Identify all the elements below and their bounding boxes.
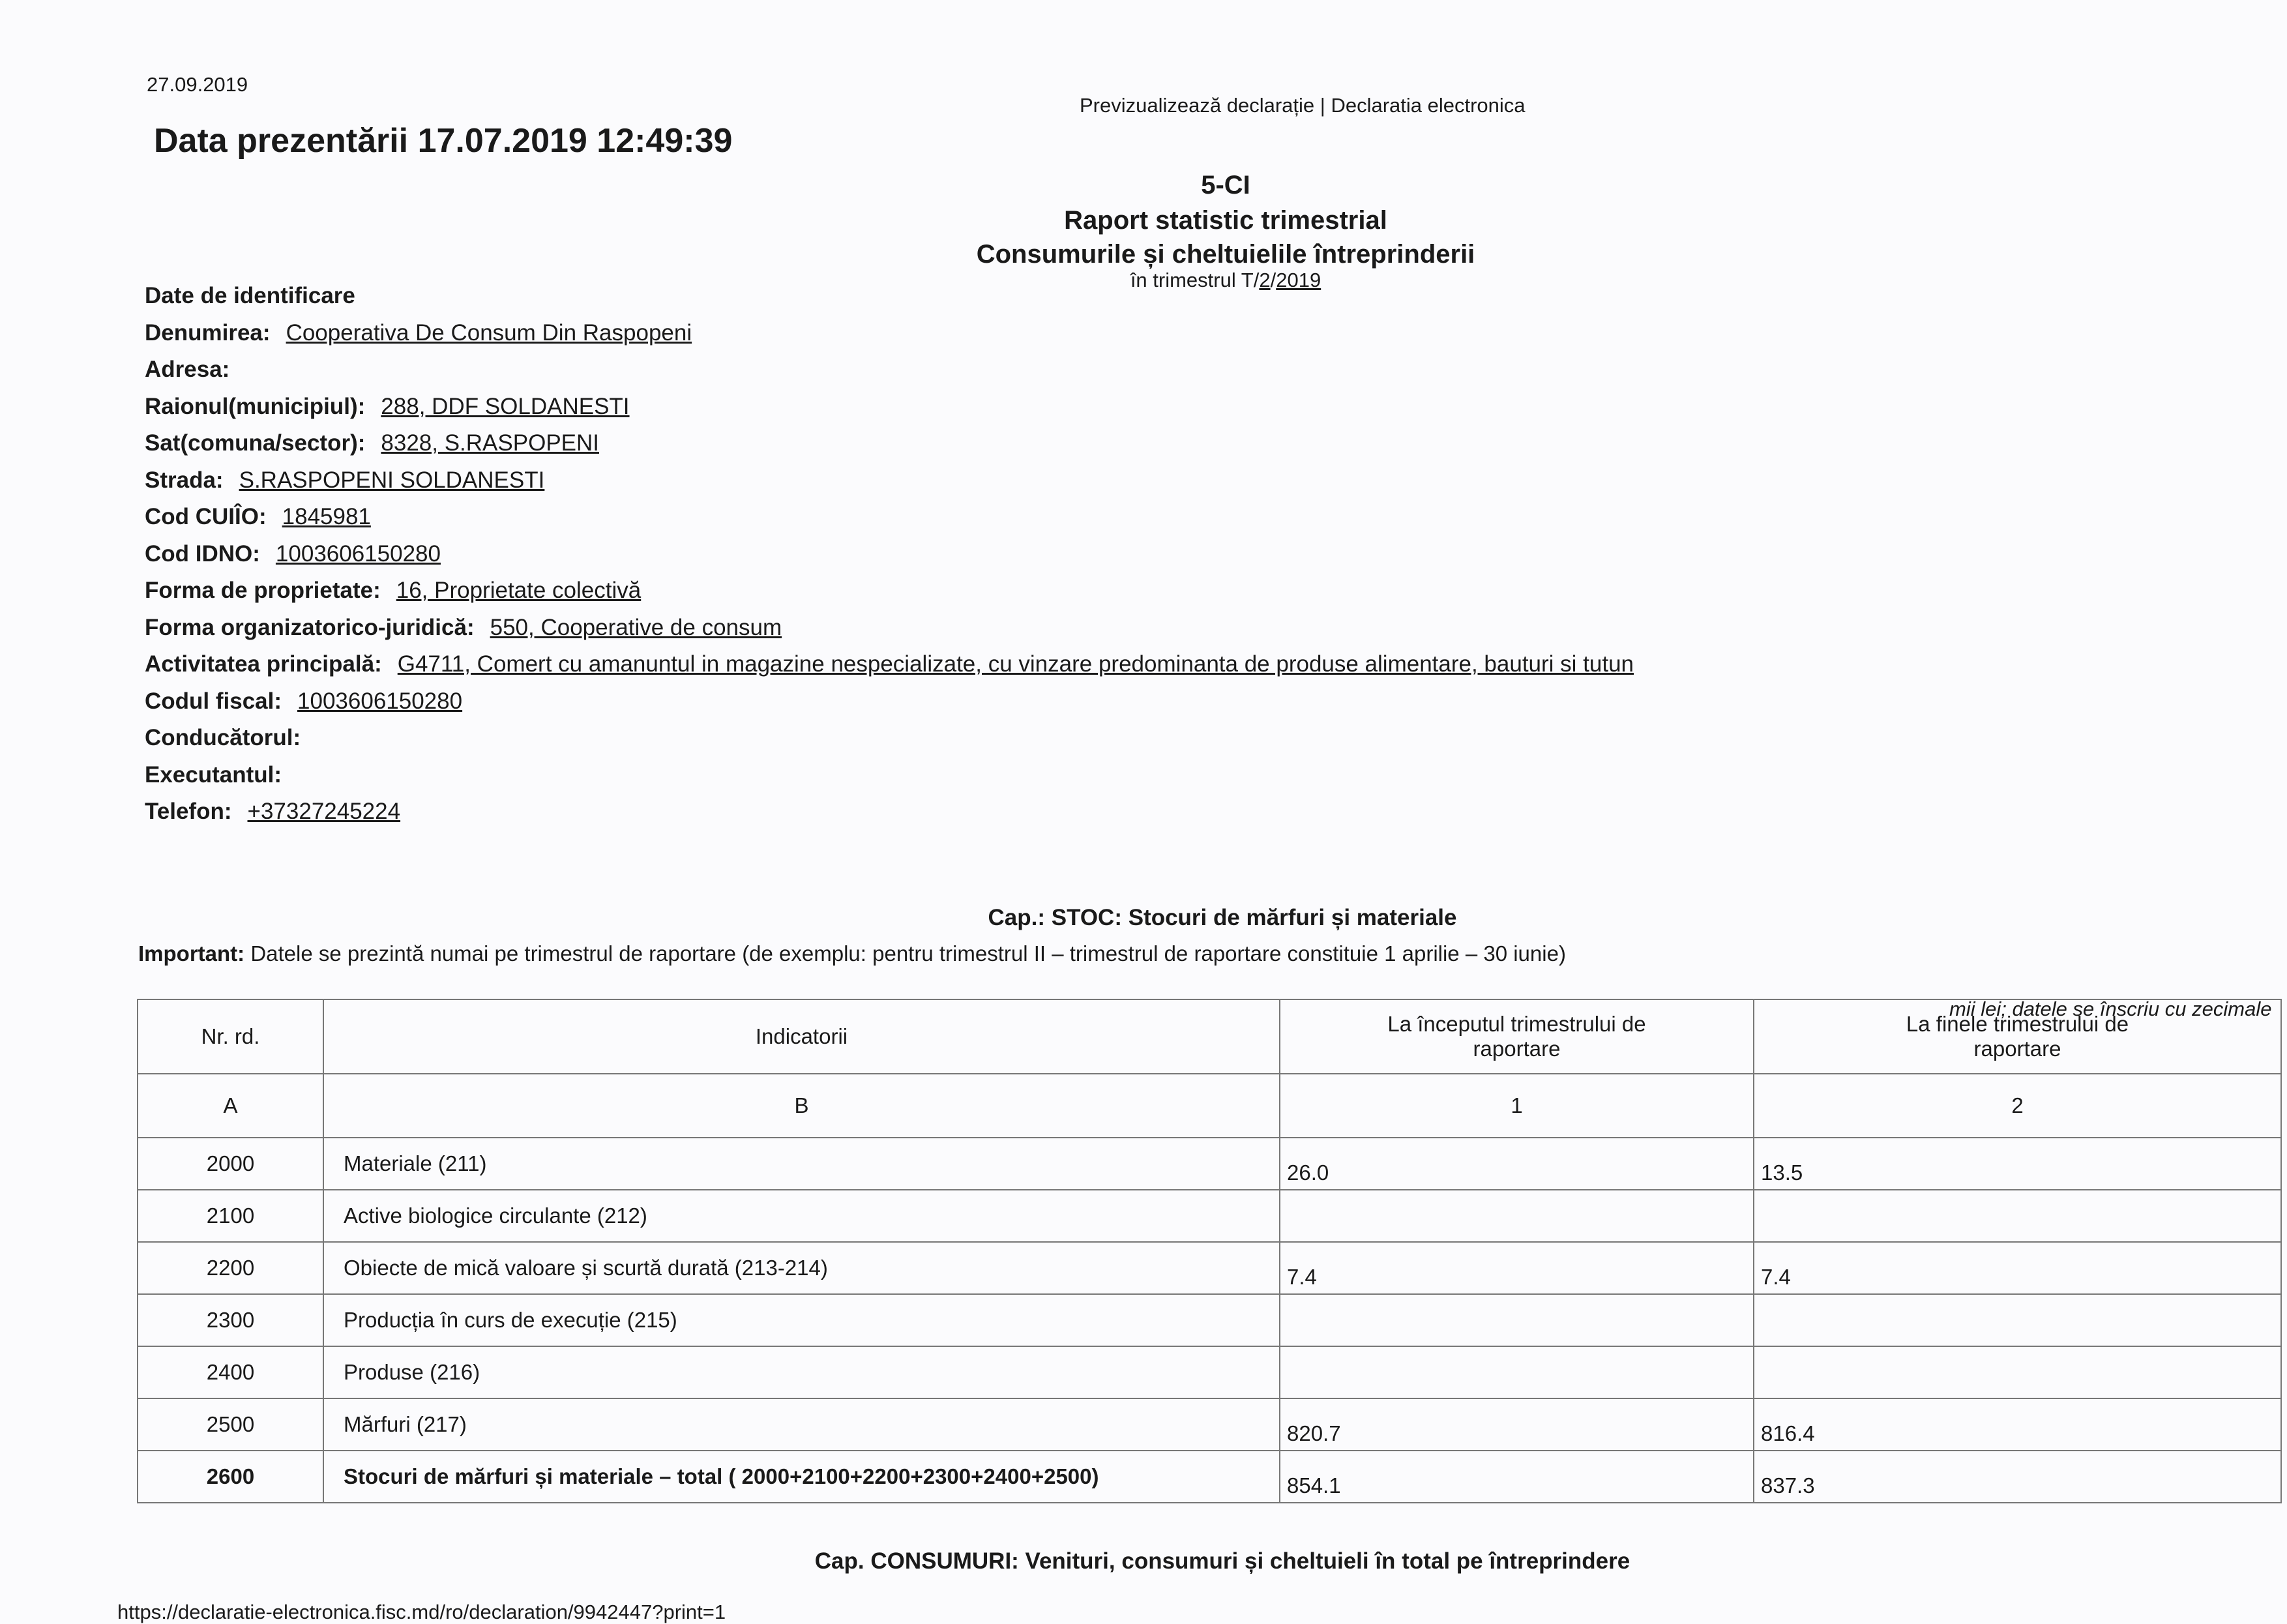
period-sep: / <box>1270 269 1276 291</box>
id-row <box>145 315 1634 352</box>
table-row-total <box>138 1451 2281 1503</box>
row-start: 854.1 <box>1280 1451 1754 1503</box>
id-row <box>145 646 1634 683</box>
id-row <box>145 610 1634 647</box>
stoc-heading: Cap.: STOC: Stocuri de mărfuri și materiale <box>988 905 1457 930</box>
row-nr: 2400 <box>138 1346 323 1398</box>
id-label: Sat(comuna/sector): <box>145 430 366 456</box>
id-row <box>145 389 1634 426</box>
important-note <box>138 941 1566 966</box>
row-indicator: Stocuri de mărfuri și materiale – total ( 2000+2100+2200+2300+2400+2500) <box>323 1451 1280 1503</box>
report-subtitle: Consumurile și cheltuielile întreprinderii <box>976 240 1475 269</box>
id-label: Raionul(municipiul): <box>145 393 366 419</box>
code-b: B <box>323 1074 1280 1138</box>
row-start <box>1280 1190 1754 1242</box>
row-nr: 2600 <box>138 1451 323 1503</box>
id-value: 1003606150280 <box>297 688 463 714</box>
heading-text: Date de identificare <box>145 283 355 309</box>
row-end: 7.4 <box>1754 1242 2281 1294</box>
row-end: 837.3 <box>1754 1451 2281 1503</box>
separator: | <box>1320 94 1325 117</box>
table-row <box>138 1346 2281 1398</box>
stoc-table <box>137 999 2282 1503</box>
id-row <box>145 425 1634 462</box>
period-quarter: 2 <box>1259 269 1271 291</box>
code-1: 1 <box>1280 1074 1754 1138</box>
id-label: Codul fiscal: <box>145 688 282 714</box>
preview-header <box>1080 94 1526 117</box>
period-prefix: în trimestrul T/ <box>1130 269 1260 291</box>
row-nr: 2000 <box>138 1138 323 1190</box>
col-nr: Nr. rd. <box>138 999 323 1074</box>
id-value: 8328, S.RASPOPENI <box>381 430 600 456</box>
id-label: Telefon: <box>145 799 232 825</box>
row-end <box>1754 1190 2281 1242</box>
id-value: Cooperativa De Consum Din Raspopeni <box>286 319 692 346</box>
row-nr: 2200 <box>138 1242 323 1294</box>
id-label: Denumirea: <box>145 319 271 346</box>
electronic-label: Declaratia electronica <box>1331 94 1526 117</box>
id-label: Cod CUIÎO: <box>145 504 267 530</box>
id-label: Forma organizatorico-juridică: <box>145 614 475 640</box>
id-label: Activitatea principală: <box>145 651 382 677</box>
important-label: Important: <box>138 941 245 966</box>
id-row <box>145 536 1634 573</box>
row-end <box>1754 1346 2281 1398</box>
consumuri-heading: Cap. CONSUMURI: Venituri, consumuri și cheltuieli în total pe întreprindere <box>814 1548 1630 1574</box>
preview-label: Previzualizează declarație <box>1080 94 1315 117</box>
table-header <box>138 999 2281 1074</box>
identification-section <box>145 278 1634 831</box>
id-value: +37327245224 <box>247 799 401 825</box>
id-label: Adresa: <box>145 357 230 383</box>
row-indicator: Obiecte de mică valoare și scurtă durată (213-214) <box>323 1242 1280 1294</box>
period-year: 2019 <box>1276 269 1321 291</box>
row-start: 7.4 <box>1280 1242 1754 1294</box>
code-2: 2 <box>1754 1074 2281 1138</box>
id-row <box>145 499 1634 536</box>
row-nr: 2500 <box>138 1398 323 1451</box>
id-label: Cod IDNO: <box>145 540 260 567</box>
units-note: mii lei; datele se înscriu cu zecimale <box>1949 997 2272 1020</box>
row-nr: 2300 <box>138 1294 323 1346</box>
id-label: Forma de proprietate: <box>145 578 381 604</box>
row-indicator: Mărfuri (217) <box>323 1398 1280 1451</box>
important-text: Datele se prezintă numai pe trimestrul de raportare (de exemplu: pentru trimestrul II – trimestrul de raportare constituie 1 aprilie – 30 iunie) <box>250 941 1566 966</box>
row-indicator: Produse (216) <box>323 1346 1280 1398</box>
table-row <box>138 1190 2281 1242</box>
code-a: A <box>138 1074 323 1138</box>
id-value: G4711, Comert cu amanuntul in magazine nespecializate, cu vinzare predominanta de produse alimentare, bauturi si tutun <box>397 651 1634 677</box>
id-row <box>145 351 1634 389</box>
table-row <box>138 1242 2281 1294</box>
id-row <box>145 757 1634 794</box>
report-title: Raport statistic trimestrial <box>1064 206 1387 235</box>
column-codes <box>138 1074 2281 1138</box>
id-value: 1003606150280 <box>275 540 441 567</box>
id-value: 16, Proprietate colectivă <box>396 578 642 604</box>
id-value: 288, DDF SOLDANESTI <box>381 393 630 419</box>
row-end: 13.5 <box>1754 1138 2281 1190</box>
row-start <box>1280 1294 1754 1346</box>
row-start <box>1280 1346 1754 1398</box>
id-value: 1845981 <box>282 504 371 530</box>
row-start: 26.0 <box>1280 1138 1754 1190</box>
row-nr: 2100 <box>138 1190 323 1242</box>
id-label: Executantul: <box>145 761 282 788</box>
col-indicator: Indicatorii <box>323 999 1280 1074</box>
identification-heading <box>145 278 1634 315</box>
row-end: 816.4 <box>1754 1398 2281 1451</box>
col-start: La începutul trimestrului de raportare <box>1280 999 1754 1074</box>
id-row <box>145 462 1634 499</box>
footer-url[interactable]: https://declaratie-electronica.fisc.md/ro/declaration/9942447?print=1 <box>117 1601 726 1623</box>
id-value: S.RASPOPENI SOLDANESTI <box>239 467 545 493</box>
row-start: 820.7 <box>1280 1398 1754 1451</box>
row-end <box>1754 1294 2281 1346</box>
id-row <box>145 793 1634 831</box>
col-end: La finele trimestrului de raportare <box>1754 999 2281 1074</box>
table-row <box>138 1138 2281 1190</box>
id-value: 550, Cooperative de consum <box>490 614 782 640</box>
table-row <box>138 1398 2281 1451</box>
row-indicator: Producția în curs de execuție (215) <box>323 1294 1280 1346</box>
row-indicator: Active biologice circulante (212) <box>323 1190 1280 1242</box>
table-row <box>138 1294 2281 1346</box>
id-row <box>145 572 1634 610</box>
id-row <box>145 720 1634 757</box>
id-label: Strada: <box>145 467 224 493</box>
form-code: 5-CI <box>1201 171 1250 199</box>
id-label: Conducătorul: <box>145 725 301 751</box>
presentation-date: Data prezentării 17.07.2019 12:49:39 <box>154 122 733 160</box>
row-indicator: Materiale (211) <box>323 1138 1280 1190</box>
id-row <box>145 683 1634 720</box>
print-date: 27.09.2019 <box>147 73 248 96</box>
